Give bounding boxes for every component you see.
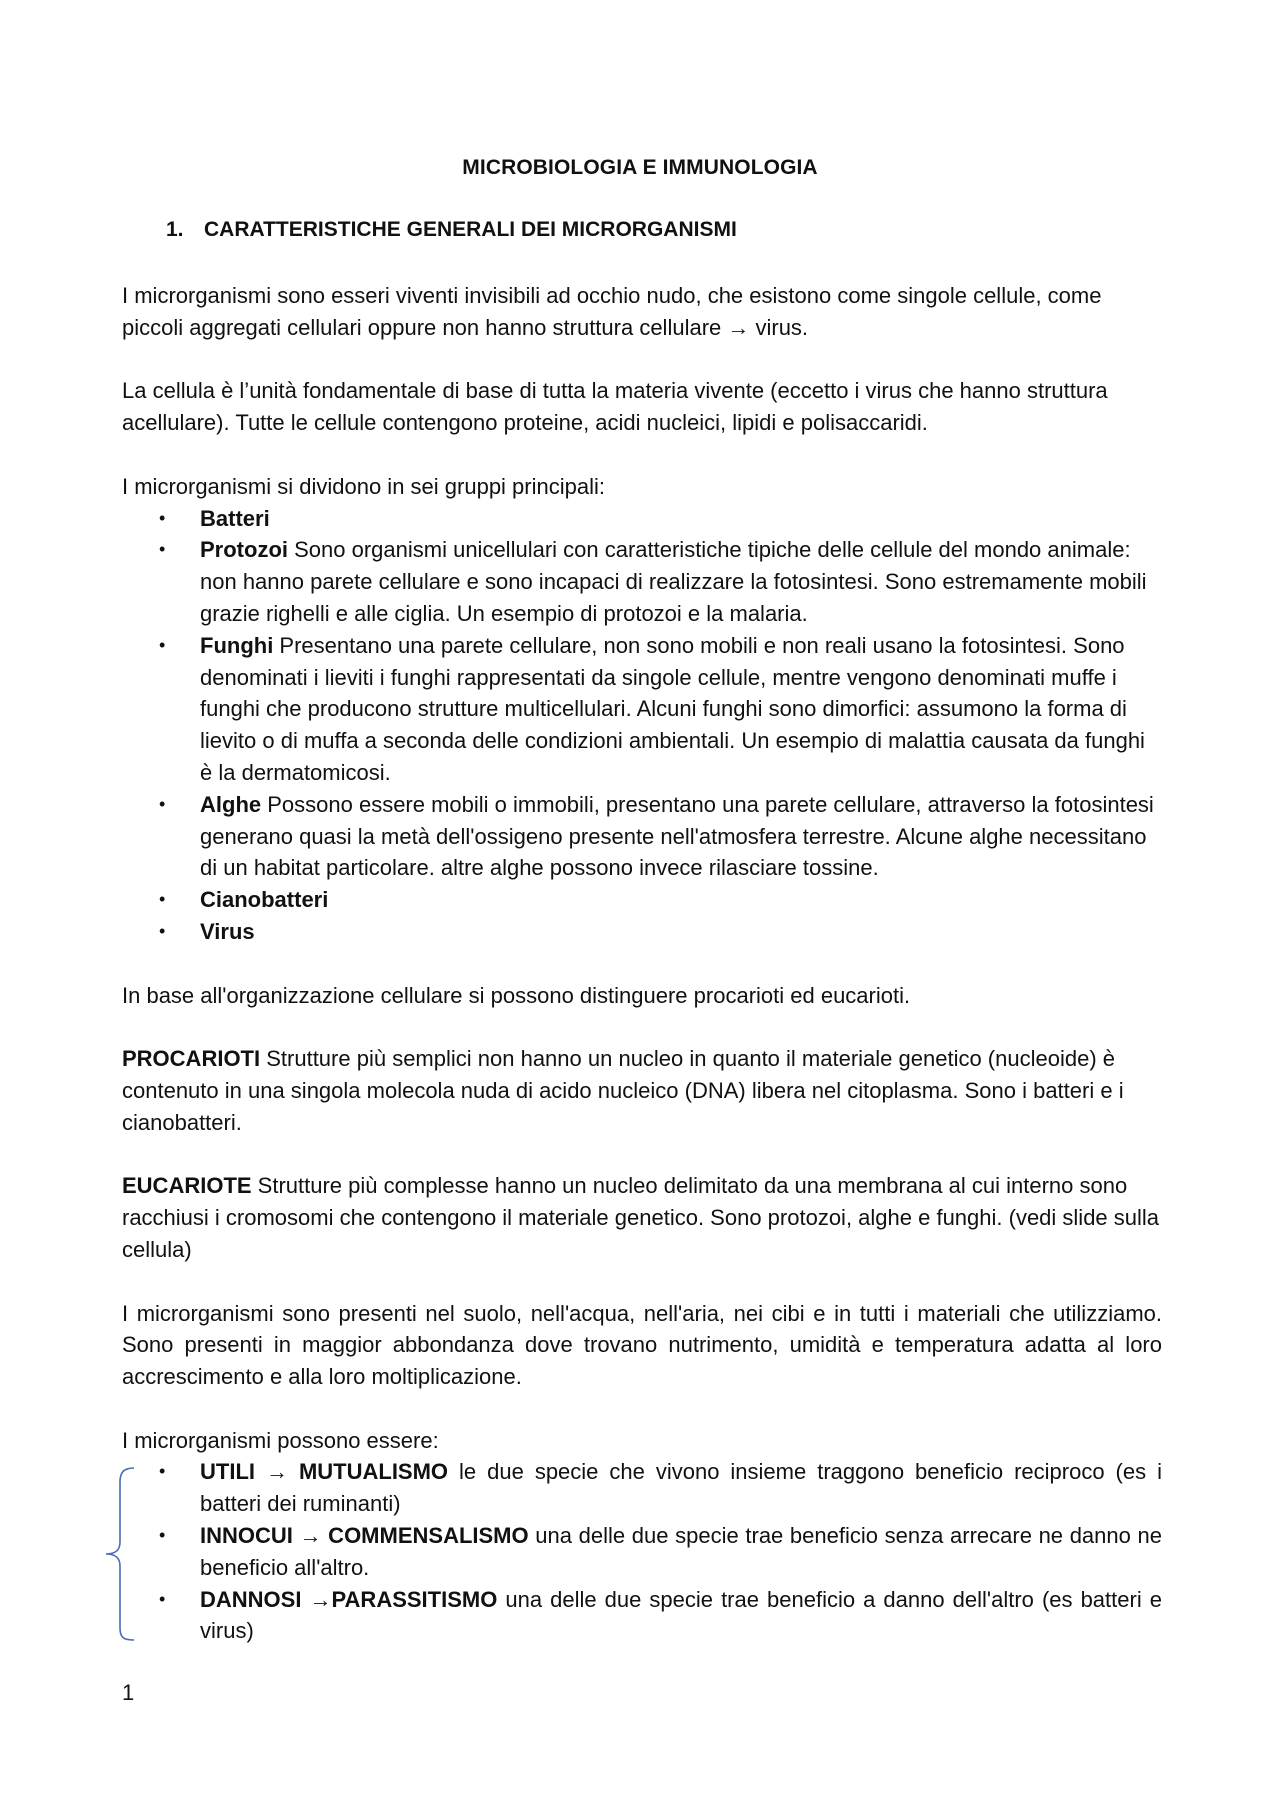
term: UTILI → MUTUALISMO bbox=[200, 1459, 449, 1485]
description: Sono organismi unicellulari con caratteristiche tipiche delle cellule del mondo animale: non hanno parete cellulare e sono incapaci di realizzare la fotosintesi. Sono estremamente mobili grazie righelli e alle ciglia. Un esempio di protozoi e la malaria. bbox=[200, 537, 1147, 626]
bullet-icon: • bbox=[159, 1461, 166, 1482]
groups-list bbox=[122, 503, 1162, 948]
paragraph-relations-intro: I microrganismi possono essere: bbox=[122, 1427, 439, 1453]
document-title: MICROBIOLOGIA E IMMUNOLOGIA bbox=[462, 156, 818, 179]
paragraph-procarioti bbox=[122, 1043, 1162, 1138]
list-item-batteri bbox=[122, 503, 1162, 535]
list-item-protozoi bbox=[122, 534, 1162, 629]
document-body bbox=[122, 280, 1162, 1647]
section-title: CARATTERISTICHE GENERALI DEI MICRORGANISMI bbox=[204, 218, 737, 241]
page-number: 1 bbox=[122, 1680, 135, 1705]
description: una delle due specie trae beneficio senza arrecare ne danno ne beneficio all'altro. bbox=[200, 1523, 1162, 1580]
paragraph-eucariote bbox=[122, 1170, 1162, 1265]
paragraph-intro: I microrganismi sono esseri viventi invisibili ad occhio nudo, che esistono come singole cellule, come piccoli aggregati cellulari oppure non hanno struttura cellulare → virus. bbox=[122, 283, 1102, 340]
paragraph-organization: In base all'organizzazione cellulare si possono distinguere procarioti ed eucarioti. bbox=[122, 982, 911, 1008]
section-heading bbox=[166, 218, 737, 242]
bullet-icon: • bbox=[159, 793, 166, 814]
term: Virus bbox=[200, 918, 255, 944]
list-item-utili bbox=[122, 1456, 1162, 1520]
relations-wrapper bbox=[122, 1456, 1162, 1647]
bullet-icon: • bbox=[159, 539, 166, 560]
description: Possono essere mobili o immobili, presentano una parete cellulare, attraverso la fotosintesi generano quasi la metà dell'ossigeno presente nell'atmosfera terrestre. Alcune alghe necessitano di un habitat particolare. altre alghe possono invece rilasciare tossine. bbox=[200, 791, 1154, 881]
term: PROCARIOTI bbox=[122, 1046, 261, 1072]
term: Alghe bbox=[200, 791, 262, 817]
term: INNOCUI → COMMENSALISMO bbox=[200, 1523, 529, 1549]
list-item-virus bbox=[122, 916, 1162, 948]
description: le due specie che vivono insieme traggono beneficio reciproco (es i batteri dei ruminanti) bbox=[200, 1459, 1162, 1517]
bullet-icon: • bbox=[159, 889, 166, 910]
paragraph-habitat: I microrganismi sono presenti nel suolo, nell'acqua, nell'aria, nei cibi e in tutti i materiali che utilizziamo. Sono presenti in maggior abbondanza dove trovano nutrimento, umidità e temperatura adatta al loro accrescimento e alla loro moltiplicazione. bbox=[122, 1300, 1162, 1390]
term: Cianobatteri bbox=[200, 887, 329, 913]
list-item-dannosi bbox=[122, 1584, 1162, 1648]
bullet-icon: • bbox=[159, 634, 166, 655]
term: DANNOSI →PARASSITISMO bbox=[200, 1586, 498, 1612]
bullet-icon: • bbox=[159, 1588, 166, 1609]
list-item-cianobatteri bbox=[122, 884, 1162, 916]
term: Batteri bbox=[200, 505, 270, 531]
bullet-icon: • bbox=[159, 920, 166, 941]
paragraph-cell: La cellula è l’unità fondamentale di base di tutta la materia vivente (eccetto i virus che hanno struttura acellulare). Tutte le cellule contengono proteine, acidi nucleici, lipidi e polisaccaridi. bbox=[122, 378, 1108, 436]
term: Protozoi bbox=[200, 537, 288, 563]
list-item-innocui bbox=[122, 1520, 1162, 1584]
list-item-alghe bbox=[122, 789, 1162, 884]
description: una delle due specie trae beneficio a danno dell'altro (es batteri e virus) bbox=[200, 1586, 1162, 1644]
bullet-icon: • bbox=[159, 1525, 166, 1546]
section-number: 1. bbox=[166, 218, 184, 241]
term: EUCARIOTE bbox=[122, 1173, 252, 1199]
paragraph-groups-intro: I microrganismi si dividono in sei gruppi principali: bbox=[122, 473, 605, 499]
description: Presentano una parete cellulare, non sono mobili e non reali usano la fotosintesi. Sono denominati i lieviti i funghi rappresentati da singole cellule, mentre vengono denominati muffe i funghi che producono strutture multicellulari. Alcuni funghi sono dimorfici: assumono la forma di lievito o di muffa a seconda delle condizioni ambientali. Un esempio di malattia causata da funghi è la dermatomicosi. bbox=[200, 632, 1145, 785]
bullet-icon: • bbox=[159, 507, 166, 528]
term: Funghi bbox=[200, 632, 274, 658]
description: Strutture più semplici non hanno un nucleo in quanto il materiale genetico (nucleoide) è contenuto in una singola molecola nuda di acido nucleico (DNA) libera nel citoplasma. Sono i batteri e i cianobatteri. bbox=[122, 1046, 1124, 1135]
description: Strutture più complesse hanno un nucleo delimitato da una membrana al cui interno sono racchiusi i cromosomi che contengono il materiale genetico. Sono protozoi, alghe e funghi. (vedi slide sulla cellula) bbox=[122, 1173, 1160, 1262]
list-item-funghi bbox=[122, 630, 1162, 789]
relations-list bbox=[122, 1456, 1162, 1647]
